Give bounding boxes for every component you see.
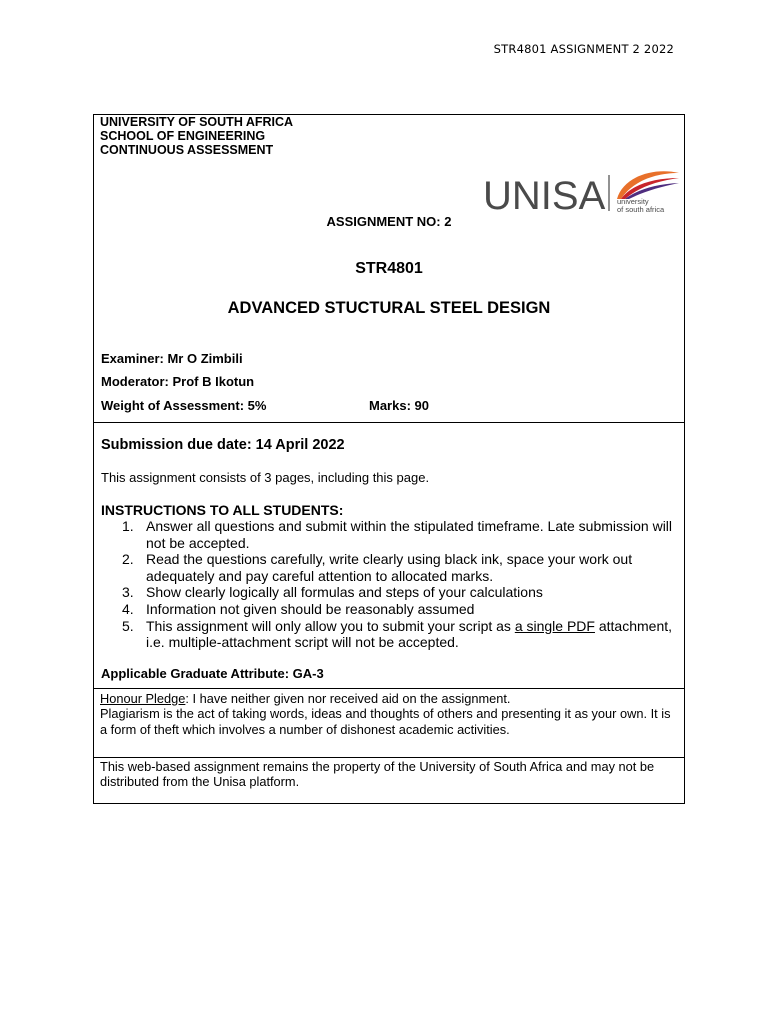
university-name: UNIVERSITY OF SOUTH AFRICA — [100, 115, 294, 129]
instruction-text-after: attachment, i.e. multiple-attachment script will not be accepted. — [146, 617, 673, 651]
school-name: SCHOOL OF ENGINEERING — [100, 129, 266, 143]
instruction-text-before: This assignment will only allow you to submit your script as — [146, 617, 515, 634]
assessment-type: CONTINUOUS ASSESSMENT — [100, 143, 274, 157]
honour-pledge-line — [100, 691, 678, 706]
instruction-text: Answer all questions and submit within the stipulated timeframe. Late submission will not be accepted. — [146, 518, 673, 551]
honour-pledge-label: Honour Pledge — [100, 691, 186, 706]
single-pdf-emphasis: a single PDF — [514, 617, 595, 634]
instruction-item — [101, 618, 676, 651]
instruction-number: 4. — [122, 600, 134, 617]
instruction-text — [146, 618, 672, 651]
property-notice: This web-based assignment remains the property of the University of South Africa and may not be distributed from the Unisa platform. — [100, 759, 655, 790]
module-code: STR4801 — [355, 260, 423, 277]
instructions-section — [94, 422, 684, 688]
page-count-note: This assignment consists of 3 pages, including this page. — [101, 470, 430, 485]
plagiarism-definition: Plagiarism is the act of taking words, ideas and thoughts of others and presenting it as your own. It is a form of theft which involves a number of dishonest academic activities. — [100, 706, 671, 737]
property-notice-section — [94, 757, 684, 804]
institution-block — [100, 115, 293, 157]
honour-pledge-text — [100, 691, 678, 737]
instruction-number: 1. — [122, 518, 134, 534]
instruction-item — [101, 551, 676, 584]
module-title: ADVANCED STUCTURAL STEEL DESIGN — [227, 299, 551, 317]
examiner: Examiner: Mr O Zimbili — [101, 351, 243, 366]
instruction-text: Show clearly logically all formulas and steps of your calculations — [146, 584, 543, 601]
header-section — [94, 115, 684, 422]
instruction-number: 2. — [122, 551, 134, 568]
instructions-heading: INSTRUCTIONS TO ALL STUDENTS: — [101, 502, 344, 518]
assignment-number: ASSIGNMENT NO: 2 — [326, 214, 452, 229]
logo-wordmark: UNISA — [483, 174, 606, 217]
total-marks: Marks: 90 — [369, 398, 429, 413]
instruction-item — [101, 518, 676, 551]
weight-of-assessment: Weight of Assessment: 5% — [101, 398, 267, 413]
instruction-item — [101, 601, 676, 618]
running-header: STR4801 ASSIGNMENT 2 2022 — [493, 42, 674, 56]
moderator: Moderator: Prof B Ikotun — [101, 374, 255, 389]
instruction-text: Read the questions carefully, write clearly using black ink, space your work out adequately and pay careful attention to allocated marks. — [146, 551, 633, 584]
instruction-item — [101, 584, 676, 601]
submission-due-date: Submission due date: 14 April 2022 — [101, 437, 345, 453]
instructions-list — [101, 518, 676, 651]
logo-tagline-1: university — [617, 197, 649, 206]
instruction-number: 5. — [122, 617, 134, 634]
logo-tagline-2: of south africa — [617, 205, 665, 214]
cover-page-frame — [93, 114, 685, 804]
instruction-number: 3. — [122, 584, 134, 601]
honour-pledge-statement: : I have neither given nor received aid on the assignment. — [185, 691, 511, 706]
honour-pledge-section — [94, 688, 684, 757]
instruction-text: Information not given should be reasonably assumed — [146, 600, 475, 617]
graduate-attribute: Applicable Graduate Attribute: GA-3 — [101, 666, 324, 681]
unisa-logo — [483, 165, 681, 217]
